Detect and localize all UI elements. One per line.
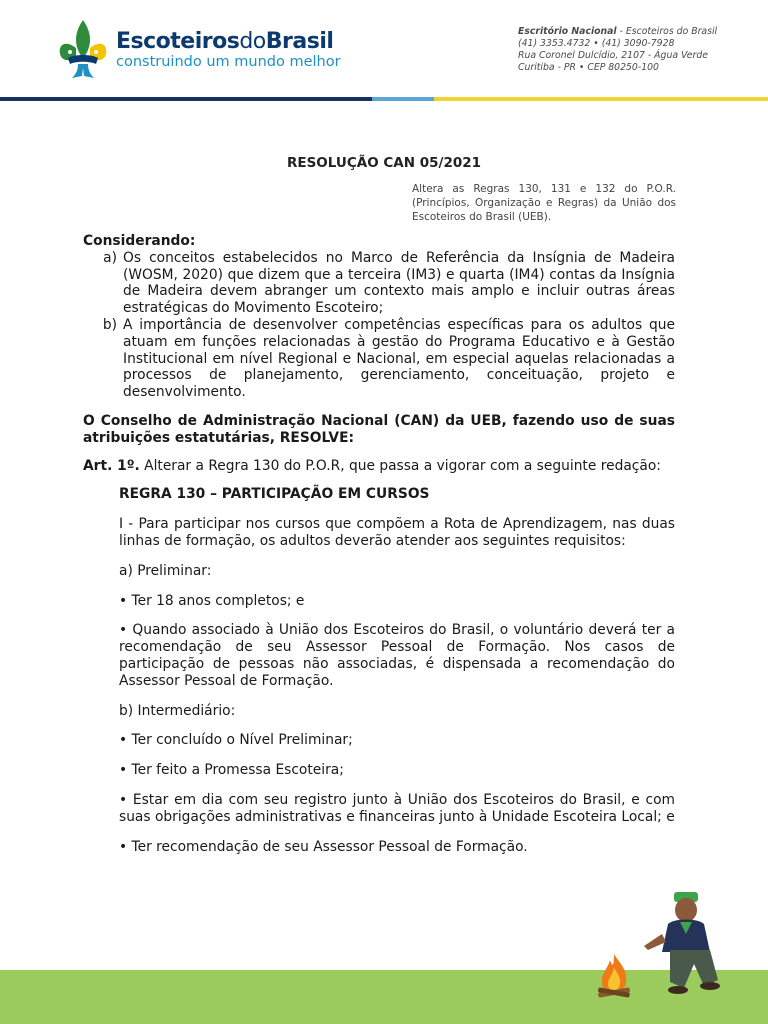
article-label: Art. 1º. [83,457,140,474]
article-text: Alterar a Regra 130 do P.O.R, que passa a vigorar com a seguinte redação: [139,457,661,474]
rule-paragraph: • Ter 18 anos completos; e [119,592,305,609]
rule-paragraph: • Ter recomendação de seu Assessor Pessoal de Formação. [119,838,528,855]
resolve-paragraph: O Conselho de Administração Nacional (CAN) da UEB, fazendo uso de suas atribuições estatutárias, RESOLVE: [83,412,675,446]
rule-paragraph: • Quando associado à União dos Escoteiros do Brasil, o voluntário deverá ter a recomendação de seu Assessor Pessoal de Formação. Nos casos de participação de pessoas não associadas, é dispensada a recomendação do Assessor Pessoal de Formação. [119,622,675,689]
rule-paragraph: • Ter feito a Promessa Escoteira; [119,762,344,779]
considerando-heading: Considerando: [83,233,196,249]
article-1 [83,458,675,475]
letterhead [0,0,768,100]
rule-paragraph: I - Para participar nos cursos que compõem a Rota de Aprendizagem, nas duas linhas de formação, os adultos deverão atender aos seguintes requisitos: [119,516,675,549]
list-item [83,317,675,401]
logo-name [116,29,341,55]
logo-word-2: do [239,28,266,54]
rule-paragraph: b) Intermediário: [119,702,236,719]
scout-icon [640,890,730,1000]
document-body [83,233,675,855]
fleur-de-lis-icon [56,18,110,80]
rule-paragraph: • Estar em dia com seu registro junto à União dos Escoteiros do Brasil, e com suas obrigações administrativas e financeiras junto à Unidade Escoteira Local; e [119,791,675,825]
contact-city: Curitiba - PR • CEP 80250-100 [518,62,659,73]
brand-logo [56,18,341,80]
contact-office-name: Escritório Nacional [518,26,617,37]
rule-paragraph: • Ter concluído o Nível Preliminar; [119,732,353,749]
logo-word-3: Brasil [265,28,334,54]
header-stripe-yellow [434,97,768,101]
list-item-text: A importância de desenvolver competências específicas para os adultos que atuam em funções relacionadas à gestão do Programa Educativo e à Gestão Institucional em nível Regional e Nacional, em especial aquelas relacionadas a processos de planejamento, gerenciamento, conceituação, projeto e desenvolvimento. [123,316,675,401]
contact-office [518,26,717,38]
document-title: RESOLUÇÃO CAN 05/2021 [286,155,482,171]
list-item-label: b) [102,316,117,333]
logo-tagline: construindo um mundo melhor [116,53,341,70]
campfire-icon [590,950,638,998]
contact-phones: (41) 3353.4732 • (41) 3090-7928 [518,38,675,49]
contact-street: Rua Coronel Dulcídio, 2107 - Água Verde [518,50,708,61]
list-item [83,250,675,317]
contact-office-org: - Escoteiros do Brasil [616,26,718,37]
rule-title: REGRA 130 – PARTICIPAÇÃO EM CURSOS [119,486,430,503]
logo-wordmark [116,29,341,70]
logo-word-1: Escoteiros [116,28,240,54]
rule-paragraph: a) Preliminar: [119,562,212,579]
header-stripe-navy [0,97,372,101]
list-item-label: a) [103,249,117,266]
contact-block [518,26,717,74]
header-stripe-blue [372,97,434,101]
document-ementa: Altera as Regras 130, 131 e 132 do P.O.R. (Princípios, Organização e Regras) da União dos Escoteiros do Brasil (UEB). [412,183,676,223]
list-item-text: Os conceitos estabelecidos no Marco de Referência da Insígnia de Madeira (WOSM, 2020) que dizem que a terceira (IM3) e quarta (IM4) contas da Insígnia de Madeira devem abranger um contexto mais amplo e incluir outras áreas estratégicas do Movimento Escoteiro; [123,249,675,317]
